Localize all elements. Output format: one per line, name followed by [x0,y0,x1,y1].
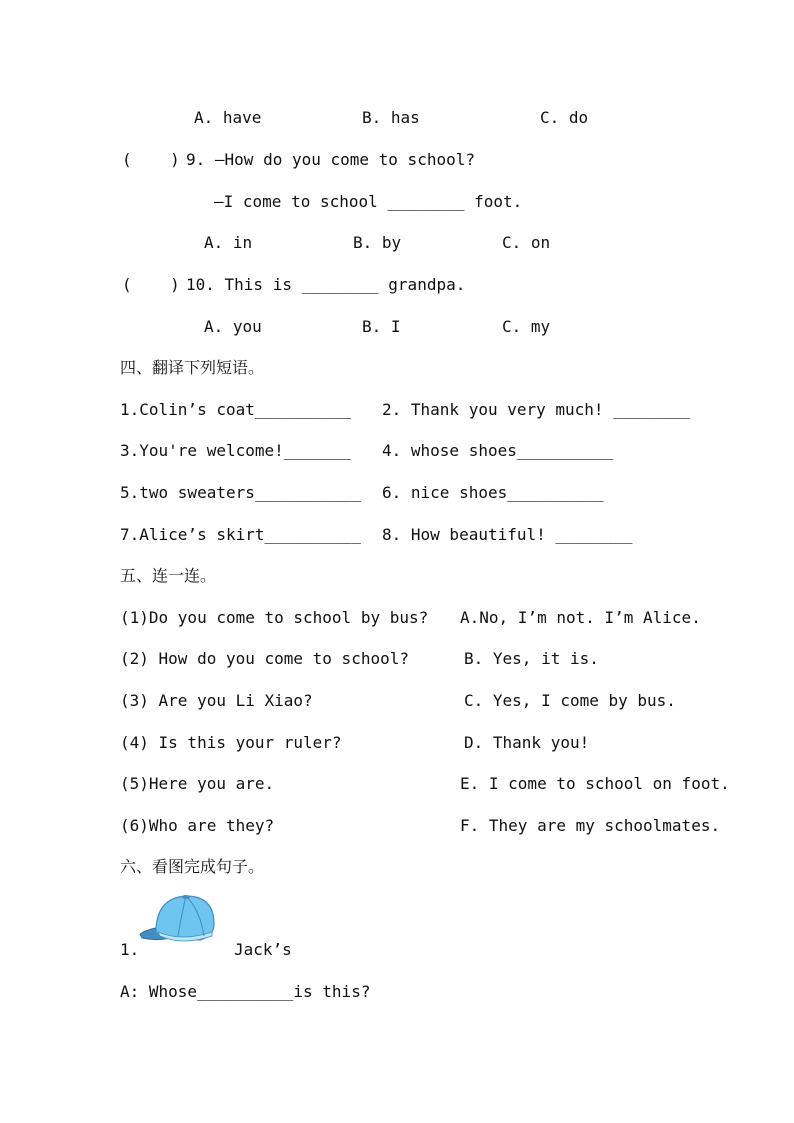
q10-option-b: B. I [362,317,401,336]
translate-item-3: 3.You're welcome!_______ [120,441,352,460]
translate-item-7: 7.Alice’s skirt__________ [120,525,361,544]
match-right-e: E. I come to school on foot. [460,774,730,793]
q9-answer-paren: ( ) [122,150,180,169]
q9-answer: —I come to school ________ foot. [214,192,523,211]
section6-item1-number: 1. [120,940,140,959]
q8-option-a: A. have [194,108,262,127]
translate-item-2: 2. Thank you very much! ________ [382,400,691,419]
match-right-c: C. Yes, I come by bus. [464,691,676,710]
translate-item-5: 5.two sweaters___________ [120,483,361,502]
q8-option-b: B. has [362,108,420,127]
baseball-cap-icon [138,892,216,946]
translate-item-6: 6. nice shoes__________ [382,483,604,502]
match-left-1: (1)Do you come to school by bus? [120,608,429,627]
q10-option-a: A. you [204,317,262,336]
match-left-2: (2) How do you come to school? [120,649,409,668]
match-right-a: A.No, I’m not. I’m Alice. [460,608,701,627]
section6-item1-caption: Jack’s [234,940,292,959]
q10-option-c: C. my [502,317,551,336]
section5-title: 五、连一连。 [120,566,217,585]
match-left-3: (3) Are you Li Xiao? [120,691,313,710]
match-left-6: (6)Who are they? [120,816,275,835]
match-right-b: B. Yes, it is. [464,649,599,668]
q9-question: 9. —How do you come to school? [186,150,475,169]
q9-option-a: A. in [204,233,253,252]
match-right-d: D. Thank you! [464,733,590,752]
match-right-f: F. They are my schoolmates. [460,816,721,835]
q10-answer-paren: ( ) [122,275,180,294]
section4-title: 四、翻译下列短语。 [120,358,265,377]
translate-item-4: 4. whose shoes__________ [382,441,614,460]
q10-question: 10. This is ________ grandpa. [186,275,466,294]
translate-item-1: 1.Colin’s coat__________ [120,400,352,419]
section6-item1-question: A: Whose__________is this? [120,982,371,1001]
translate-item-8: 8. How beautiful! ________ [382,525,633,544]
q9-option-c: C. on [502,233,551,252]
q9-option-b: B. by [353,233,402,252]
match-left-4: (4) Is this your ruler? [120,733,342,752]
q8-option-c: C. do [540,108,589,127]
section6-title: 六、看图完成句子。 [120,857,265,876]
match-left-5: (5)Here you are. [120,774,275,793]
